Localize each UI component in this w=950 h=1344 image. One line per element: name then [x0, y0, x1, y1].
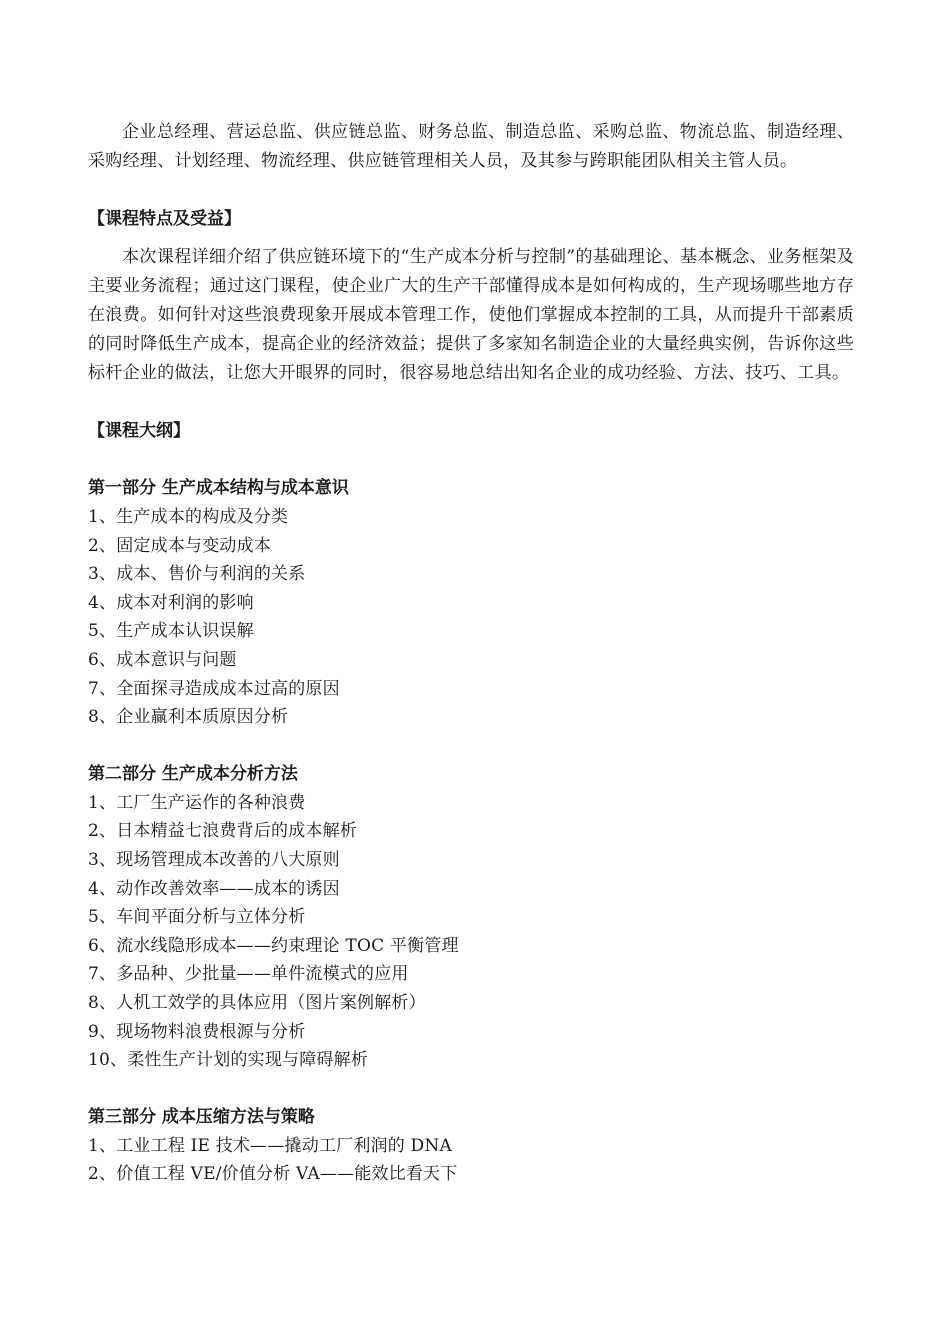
list-item: 3、现场管理成本改善的八大原则: [88, 849, 340, 870]
part-title: 第二部分 生产成本分析方法: [88, 763, 298, 784]
spacer: [88, 732, 854, 760]
spacer: [88, 388, 854, 417]
list-item: 5、生产成本认识误解: [88, 621, 254, 642]
list-item: 1、工厂生产运作的各种浪费: [88, 792, 306, 813]
outline-part-2: [88, 760, 854, 1075]
list-item: 5、车间平面分析与立体分析: [88, 907, 306, 928]
list-item: 2、固定成本与变动成本: [88, 535, 272, 556]
spacer: [88, 1075, 854, 1103]
list-item: 3、成本、售价与利润的关系: [88, 564, 306, 585]
list-item: 6、成本意识与问题: [88, 649, 237, 670]
list-item: 8、人机工效学的具体应用（图片案例解析）: [88, 992, 426, 1013]
list-item: 2、价值工程 VE/价值分析 VA——能效比看天下: [88, 1164, 458, 1185]
outline-heading: 【课程大纲】: [88, 421, 190, 441]
spacer: [88, 234, 854, 243]
outline-part-3: [88, 1103, 854, 1189]
list-item: 4、成本对利润的影响: [88, 592, 254, 613]
list-item: 2、日本精益七浪费背后的成本解析: [88, 821, 358, 842]
spacer: [88, 446, 854, 474]
audience-paragraph: 企业总经理、营运总监、供应链总监、财务总监、制造总监、采购总监、物流总监、制造经理、采购经理、计划经理、物流经理、供应链管理相关人员，及其参与跨职能团队相关主管人员。: [88, 122, 854, 171]
list-item: 1、工业工程 IE 技术——撬动工厂利润的 DNA: [88, 1135, 452, 1156]
part-title: 第三部分 成本压缩方法与策略: [88, 1106, 315, 1127]
part-title: 第一部分 生产成本结构与成本意识: [88, 478, 349, 498]
document-page: [88, 118, 854, 1189]
list-item: 8、企业赢利本质原因分析: [88, 707, 289, 728]
list-item: 7、多品种、少批量——单件流模式的应用: [88, 964, 409, 985]
list-item: 9、现场物料浪费根源与分析: [88, 1021, 306, 1042]
list-item: 10、柔性生产计划的实现与障碍解析: [88, 1050, 369, 1071]
spacer: [88, 176, 854, 205]
list-item: 1、生产成本的构成及分类: [88, 507, 289, 527]
outline-part-1: [88, 474, 854, 732]
list-item: 6、流水线隐形成本——约束理论 TOC 平衡管理: [88, 935, 459, 956]
list-item: 7、全面探寻造成成本过高的原因: [88, 678, 340, 699]
features-paragraph: 本次课程详细介绍了供应链环境下的“生产成本分析与控制”的基础理论、基本概念、业务框架及主要业务流程；通过这门课程，使企业广大的生产干部懂得成本是如何构成的，生产现场哪些地方存在浪费。如何针对这些浪费现象开展成本管理工作，使他们掌握成本控制的工具，从而提升干部素质的同时降低生产成本，提高企业的经济效益；提供了多家知名制造企业的大量经典实例，告诉你这些标杆企业的做法，让您大开眼界的同时，很容易地总结出知名企业的成功经验、方法、技巧、工具。: [88, 247, 854, 383]
list-item: 4、动作改善效率——成本的诱因: [88, 878, 340, 899]
features-heading: 【课程特点及受益】: [88, 209, 241, 229]
